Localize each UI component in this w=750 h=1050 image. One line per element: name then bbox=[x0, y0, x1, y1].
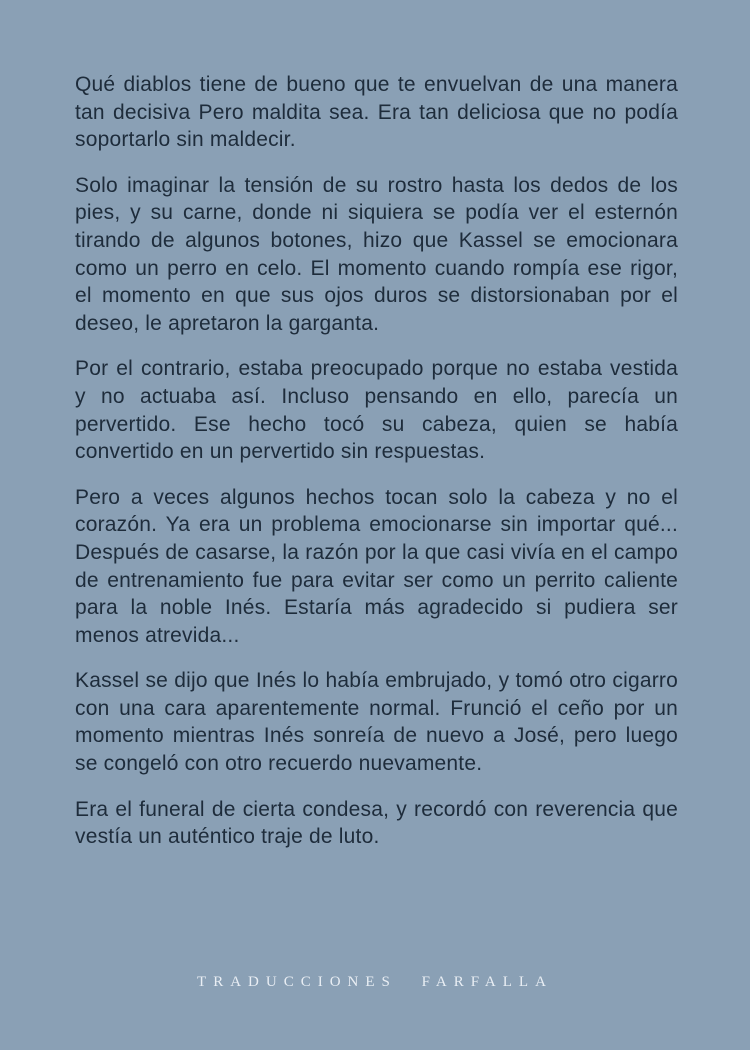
paragraph: Qué diablos tiene de bueno que te envuelvan de una manera tan decisiva Pero maldita sea. Era tan deliciosa que no podía soportarlo sin maldecir. bbox=[75, 73, 678, 152]
paragraph: Por el contrario, estaba preocupado porque no estaba vestida y no actuaba así. Incluso pensando en ello, parecía un pervertido. Ese hecho tocó su cabeza, quien se había convertido en un pervertido sin respuestas. bbox=[75, 357, 678, 464]
paragraph: Solo imaginar la tensión de su rostro hasta los dedos de los pies, y su carne, donde ni siquiera se podía ver el esternón tirando de algunos botones, hizo que Kassel se emocionara como un perro en celo. El momento cuando rompía ese rigor, el momento en que sus ojos duros se distorsionaban por el deseo, le apretaron la garganta. bbox=[75, 173, 678, 335]
paragraph: Era el funeral de cierta condesa, y recordó con reverencia que vestía un auténtico traje de luto. bbox=[75, 797, 678, 849]
translator-credit: TRADUCCIONES FARFALLA bbox=[197, 974, 553, 990]
paragraph: Kassel se dijo que Inés lo había embrujado, y tomó otro cigarro con una cara aparentemente normal. Frunció el ceño por un momento mientras Inés sonreía de nuevo a José, pero luego se congeló con otro recuerdo nuevamente. bbox=[75, 669, 678, 776]
page-text-block bbox=[75, 71, 678, 869]
paragraph: Pero a veces algunos hechos tocan solo la cabeza y no el corazón. Ya era un problema emocionarse sin importar qué... Después de casarse, la razón por la que casi vivía en el campo de entrenamiento fue para evitar ser como un perrito caliente para la noble Inés. Estaría más agradecido si pudiera ser menos atrevida... bbox=[75, 485, 678, 647]
